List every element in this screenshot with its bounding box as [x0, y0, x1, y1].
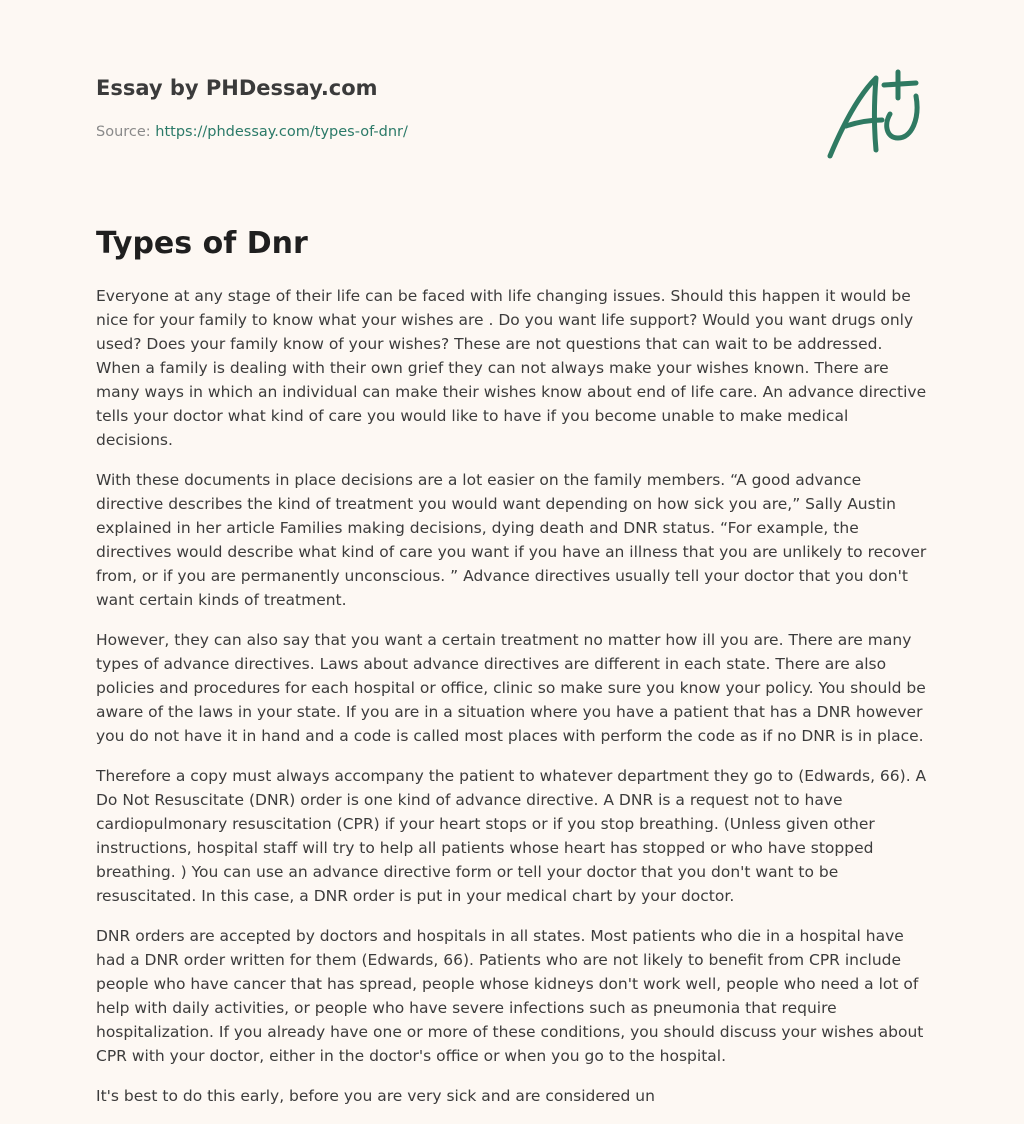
a-plus-logo-icon	[824, 68, 924, 164]
essay-body	[96, 284, 928, 1124]
essay-paragraph: It's best to do this early, before you are very sick and are considered un	[96, 1087, 655, 1105]
essay-paragraph: Everyone at any stage of their life can be faced with life changing issues. Should this happen it would be nice for your family to know what your wishes are . Do you want life support? Would you want drugs only used? Does your family know of your wishes? These are not questions that can wait to be addressed. When a family is dealing with their own grief they can not always make your wishes known. There are many ways in which an individual can make their wishes know about end of life care. An advance directive tells your doctor what kind of care you would like to have if you become unable to make medical decisions.	[96, 287, 927, 449]
source-link[interactable]: https://phdessay.com/types-of-dnr/	[155, 124, 408, 140]
essay-paragraph: Therefore a copy must always accompany the patient to whatever department they go to (Edwards, 66). A Do Not Resuscitate (DNR) order is one kind of advance directive. A DNR is a request not to have cardiopulmonary resuscitation (CPR) if your heart stops or if you stop breathing. (Unless given other instructions, hospital staff will try to help all patients whose heart has stopped or who have stopped breathing. ) You can use an advance directive form or tell your doctor that you don't want to be resuscitated. In this case, a DNR order is put in your medical chart by your doctor.	[96, 767, 927, 905]
source-line	[96, 124, 408, 140]
essay-paragraph: DNR orders are accepted by doctors and hospitals in all states. Most patients who die in a hospital have had a DNR order written for them (Edwards, 66). Patients who are not likely to benefit from CPR include people who have cancer that has spread, people whose kidneys don't work well, people who need a lot of help with daily activities, or people who have severe infections such as pneumonia that require hospitalization. If you already have one or more of these conditions, you should discuss your wishes about CPR with your doctor, either in the doctor's office or when you go to the hospital.	[96, 927, 924, 1065]
source-label: Source:	[96, 124, 156, 140]
essay-paragraph: With these documents in place decisions are a lot easier on the family members. “A good advance directive describes the kind of treatment you would want depending on how sick you are,” Sally Austin explained in her article Families making decisions, dying death and DNR status. “For example, the directives would describe what kind of care you want if you have an illness that you are unlikely to recover from, or if you are permanently unconscious. ” Advance directives usually tell your doctor that you don't want certain kinds of treatment.	[96, 471, 927, 609]
essay-title: Types of Dnr	[96, 226, 308, 261]
essay-paragraph: However, they can also say that you want a certain treatment no matter how ill you are. There are many types of advance directives. Laws about advance directives are different in each state. There are also policies and procedures for each hospital or office, clinic so make sure you know your policy. You should be aware of the laws in your state. If you are in a situation where you have a patient that has a DNR however you do not have it in hand and a code is called most places with perform the code as if no DNR is in place.	[96, 631, 926, 745]
brand-title: Essay by PHDessay.com	[96, 76, 378, 100]
